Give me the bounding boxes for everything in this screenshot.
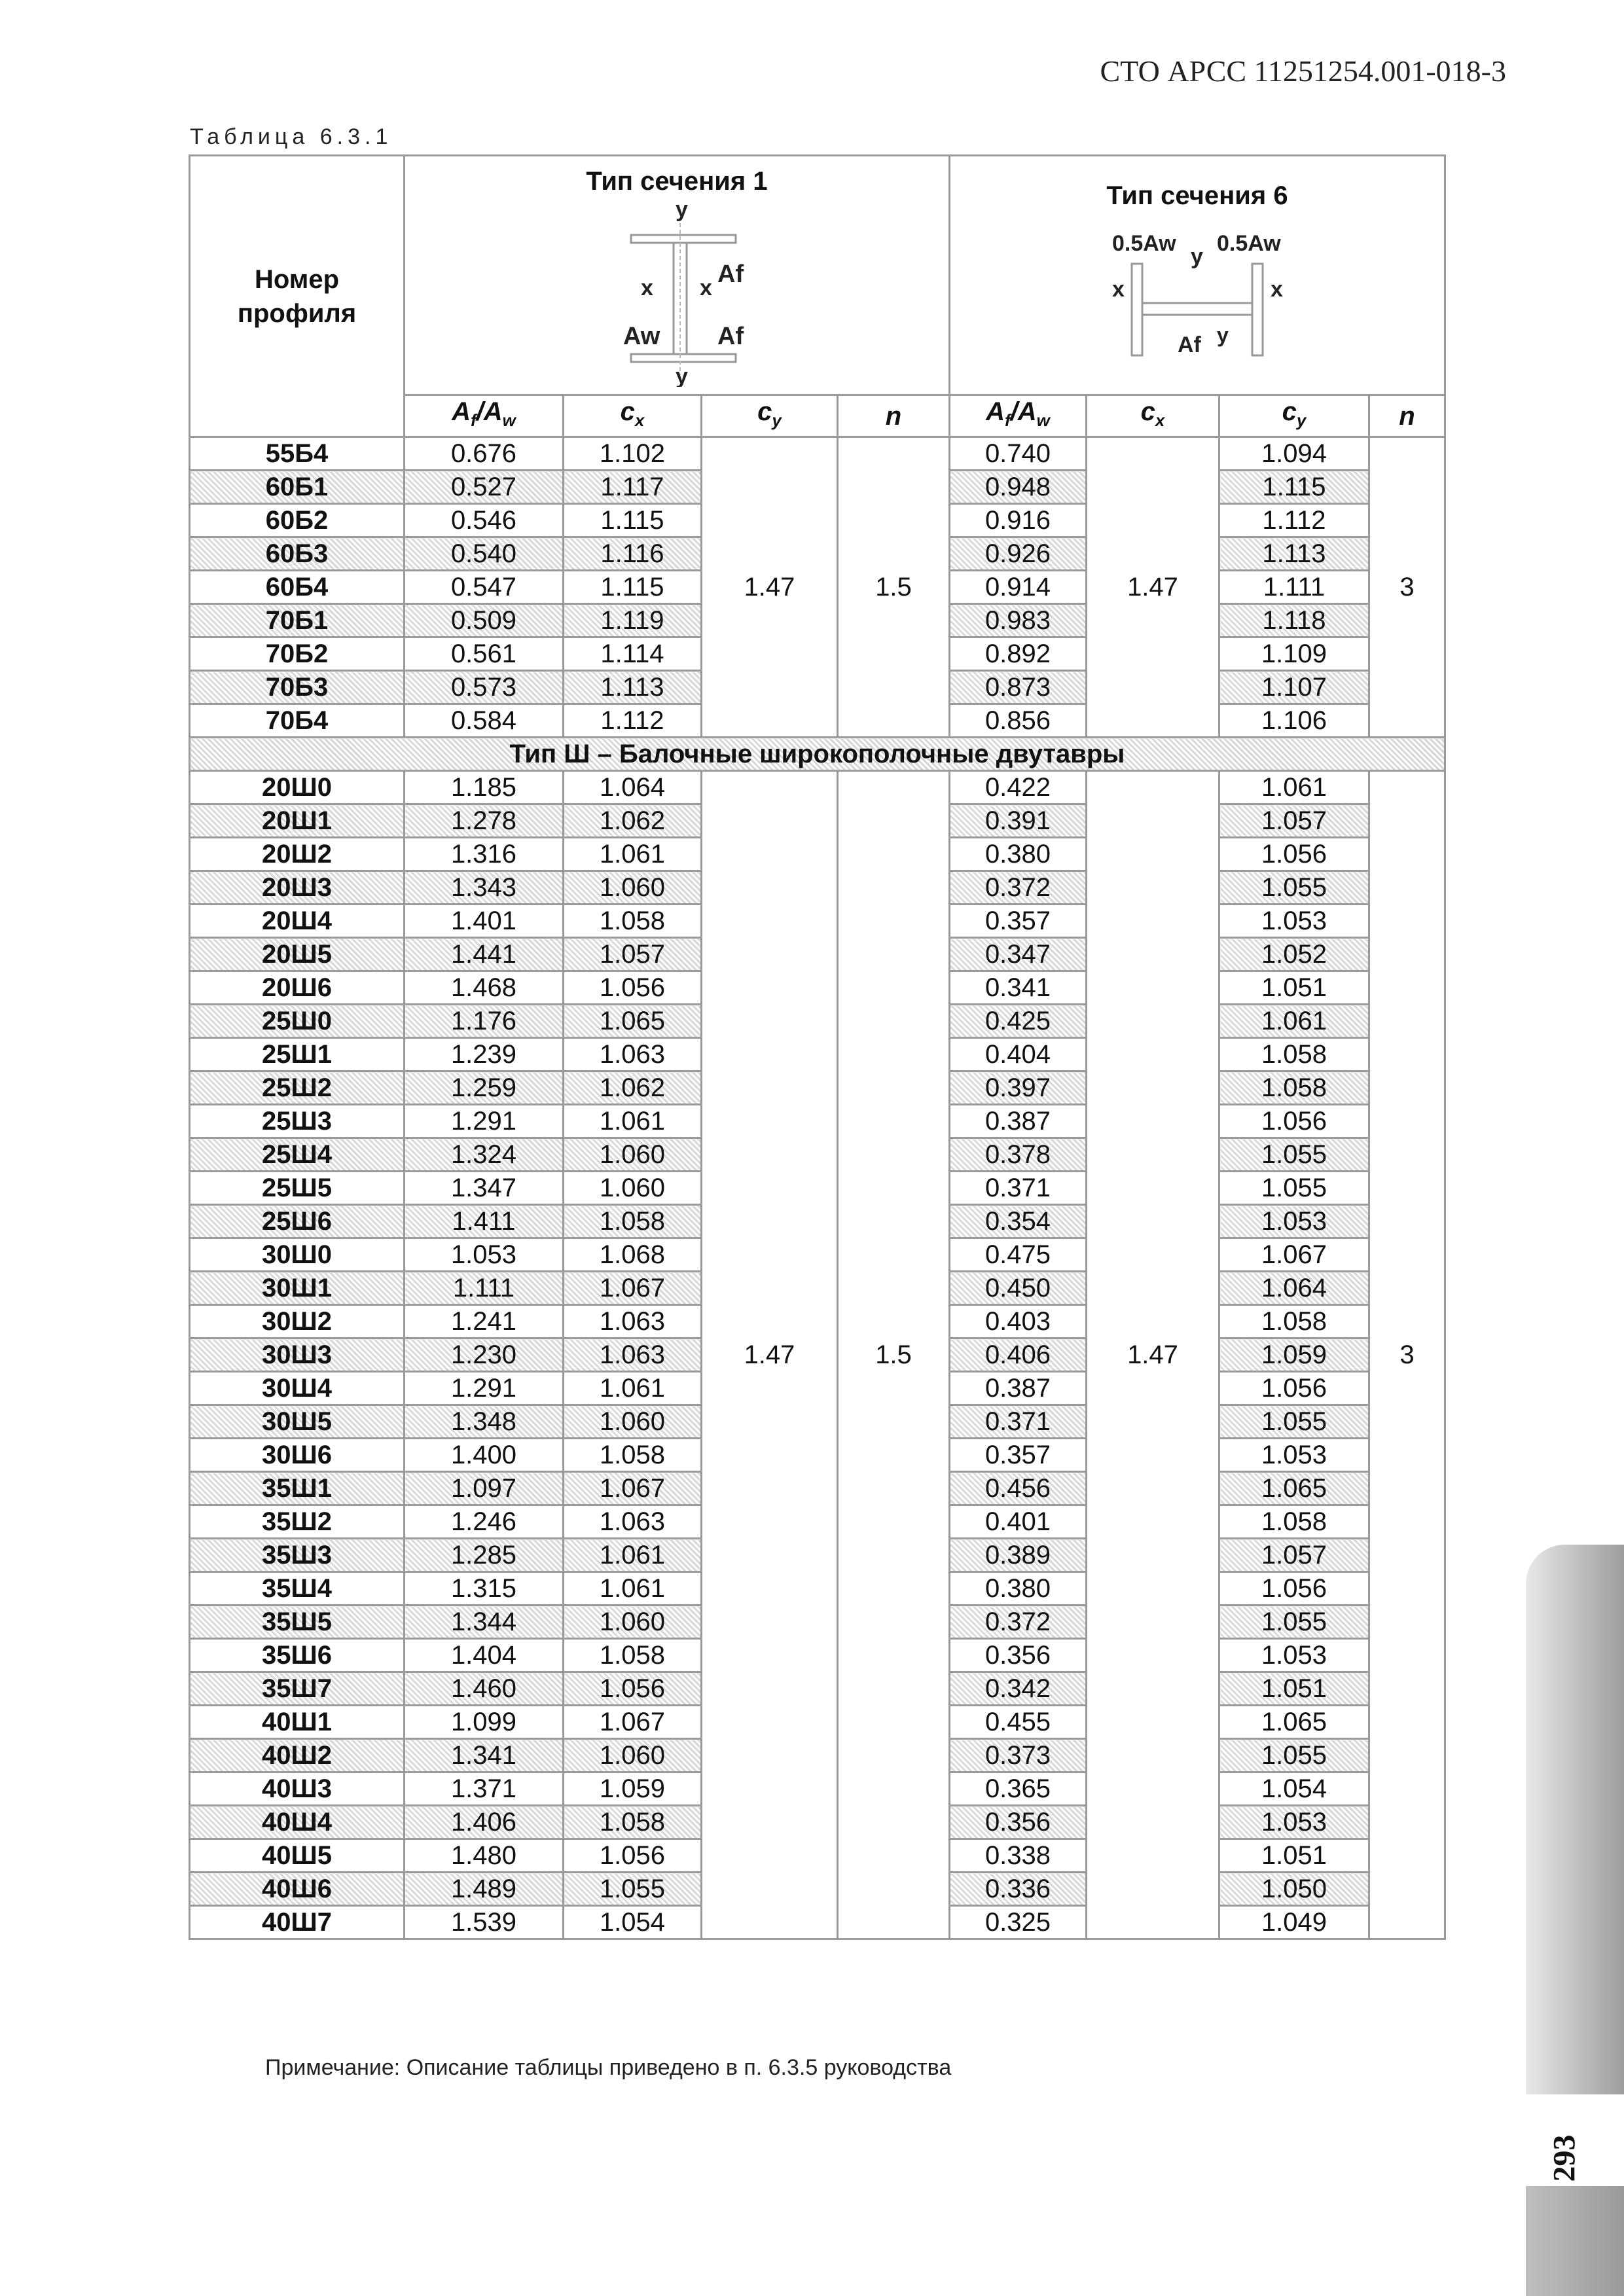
- af-aw-type1: 1.460: [405, 1672, 564, 1706]
- diag1-x-left: x: [641, 276, 653, 300]
- cx-type1: 1.063: [564, 1305, 702, 1338]
- af-aw-type1: 0.546: [405, 504, 564, 537]
- document-code: СТО АРСС 11251254.001-018-3: [1100, 54, 1506, 88]
- cx-type1: 1.058: [564, 1639, 702, 1672]
- diag2-aw-right: 0.5Aw: [1217, 231, 1281, 256]
- cy-type6: 1.053: [1219, 905, 1369, 938]
- af-aw-type1: 0.561: [405, 637, 564, 671]
- profile-number: 20Ш0: [190, 771, 405, 804]
- af-aw-type1: 1.278: [405, 804, 564, 838]
- af-aw-type6: 0.373: [950, 1739, 1087, 1772]
- section-row: [190, 738, 1445, 771]
- af-aw-type6: 0.371: [950, 1172, 1087, 1205]
- profile-number: 20Ш2: [190, 838, 405, 871]
- af-aw-type1: 1.185: [405, 771, 564, 804]
- af-aw-type1: 1.097: [405, 1472, 564, 1505]
- af-aw-type1: 1.315: [405, 1572, 564, 1605]
- profile-number: 30Ш3: [190, 1338, 405, 1372]
- af-aw-type6: 0.456: [950, 1472, 1087, 1505]
- af-aw-type1: 0.547: [405, 571, 564, 604]
- af-aw-type6: 0.372: [950, 871, 1087, 905]
- page-number: 293: [1547, 2134, 1582, 2182]
- af-aw-type1: 1.441: [405, 938, 564, 971]
- af-aw-type6: 0.397: [950, 1071, 1087, 1105]
- af-aw-type6: 0.455: [950, 1706, 1087, 1739]
- diag1-y-bottom: y: [676, 364, 688, 387]
- af-aw-type6: 0.873: [950, 671, 1087, 704]
- profile-number: 70Б1: [190, 604, 405, 637]
- cx-type1: 1.058: [564, 905, 702, 938]
- cx-type1: 1.060: [564, 1405, 702, 1439]
- profile-number: 30Ш4: [190, 1372, 405, 1405]
- af-aw-type1: 1.401: [405, 905, 564, 938]
- af-aw-type6: 0.356: [950, 1639, 1087, 1672]
- af-aw-type1: 1.404: [405, 1639, 564, 1672]
- profile-number: 20Ш5: [190, 938, 405, 971]
- diag2-x-left: x: [1112, 277, 1125, 302]
- cy-type6: 1.112: [1219, 504, 1369, 537]
- af-aw-type1: 1.241: [405, 1305, 564, 1338]
- cy-type6: 1.061: [1219, 1005, 1369, 1038]
- af-aw-type6: 0.391: [950, 804, 1087, 838]
- diag1-af-top: Af: [717, 260, 744, 288]
- n-type6: 3: [1369, 437, 1445, 738]
- af-aw-type6: 0.389: [950, 1539, 1087, 1572]
- cy-type6: 1.053: [1219, 1205, 1369, 1238]
- profile-number: 25Ш6: [190, 1205, 405, 1238]
- af-aw-type6: 0.422: [950, 771, 1087, 804]
- diag2-y-top: y: [1191, 244, 1203, 269]
- table-body: [190, 437, 1445, 1939]
- af-aw-type1: 1.291: [405, 1105, 564, 1138]
- cx-type1: 1.062: [564, 804, 702, 838]
- col-af-aw-1: $A_f/A_w$: [405, 395, 564, 437]
- col-n-6: n: [1369, 395, 1445, 437]
- cx-type1: 1.065: [564, 1005, 702, 1038]
- cy-type6: 1.055: [1219, 1605, 1369, 1639]
- af-aw-type6: 0.347: [950, 938, 1087, 971]
- cy-type6: 1.113: [1219, 537, 1369, 571]
- cx-type1: 1.057: [564, 938, 702, 971]
- af-aw-type1: 1.053: [405, 1238, 564, 1272]
- cx-type1: 1.061: [564, 838, 702, 871]
- cy-type6: 1.056: [1219, 1105, 1369, 1138]
- af-aw-type6: 0.475: [950, 1238, 1087, 1272]
- cx-type1: 1.060: [564, 871, 702, 905]
- af-aw-type1: 1.324: [405, 1138, 564, 1172]
- af-aw-type6: 0.892: [950, 637, 1087, 671]
- af-aw-type1: 1.400: [405, 1439, 564, 1472]
- profile-number: 35Ш1: [190, 1472, 405, 1505]
- side-tab-bottom-decoration: [1526, 2186, 1624, 2296]
- af-aw-type1: 0.584: [405, 704, 564, 738]
- profile-number: 40Ш1: [190, 1706, 405, 1739]
- diag1-x-right: x: [700, 276, 712, 300]
- cx-type1: 1.056: [564, 1672, 702, 1706]
- cy-type6: 1.115: [1219, 471, 1369, 504]
- cy-type1: 1.47: [702, 771, 838, 1939]
- cy-type6: 1.056: [1219, 1572, 1369, 1605]
- af-aw-type1: 1.099: [405, 1706, 564, 1739]
- af-aw-type1: 1.539: [405, 1906, 564, 1939]
- af-aw-type6: 0.338: [950, 1839, 1087, 1873]
- profile-number: 35Ш3: [190, 1539, 405, 1572]
- section-type-6-title: Тип сечения 6: [1106, 181, 1288, 210]
- cx-type6: 1.47: [1087, 437, 1219, 738]
- cx-type1: 1.060: [564, 1739, 702, 1772]
- af-aw-type1: 1.468: [405, 971, 564, 1005]
- af-aw-type1: 1.348: [405, 1405, 564, 1439]
- cy-type6: 1.058: [1219, 1071, 1369, 1105]
- cy-type6: 1.052: [1219, 938, 1369, 971]
- profile-number: 70Б3: [190, 671, 405, 704]
- profile-number: 40Ш6: [190, 1873, 405, 1906]
- cx-type1: 1.062: [564, 1071, 702, 1105]
- table-row: [190, 437, 1445, 471]
- cy-type6: 1.067: [1219, 1238, 1369, 1272]
- diag1-aw: Aw: [623, 323, 660, 350]
- profile-number: 20Ш1: [190, 804, 405, 838]
- profile-number: 40Ш7: [190, 1906, 405, 1939]
- cx-type1: 1.060: [564, 1172, 702, 1205]
- cy-type6: 1.053: [1219, 1639, 1369, 1672]
- cx-type1: 1.061: [564, 1372, 702, 1405]
- cy-type6: 1.056: [1219, 838, 1369, 871]
- af-aw-type6: 0.380: [950, 838, 1087, 871]
- cy-type6: 1.111: [1219, 571, 1369, 604]
- table-note: Примечание: Описание таблицы приведено в п. 6.3.5 руководства: [265, 2055, 952, 2080]
- af-aw-type1: 1.285: [405, 1539, 564, 1572]
- af-aw-type6: 0.378: [950, 1138, 1087, 1172]
- cy-type6: 1.055: [1219, 1172, 1369, 1205]
- cx-type1: 1.116: [564, 537, 702, 571]
- profile-number: 25Ш4: [190, 1138, 405, 1172]
- cy-type6: 1.109: [1219, 637, 1369, 671]
- header-section-type-6: [950, 156, 1445, 395]
- cy-type6: 1.051: [1219, 1839, 1369, 1873]
- diag1-y-top: y: [676, 197, 688, 222]
- cy-type6: 1.057: [1219, 804, 1369, 838]
- profile-number: 20Ш3: [190, 871, 405, 905]
- profile-number: 35Ш4: [190, 1572, 405, 1605]
- cx-type1: 1.061: [564, 1105, 702, 1138]
- af-aw-type6: 0.380: [950, 1572, 1087, 1605]
- af-aw-type1: 0.509: [405, 604, 564, 637]
- cy-type6: 1.049: [1219, 1906, 1369, 1939]
- cx-type1: 1.058: [564, 1439, 702, 1472]
- profile-number: 40Ш3: [190, 1772, 405, 1806]
- af-aw-type1: 1.480: [405, 1839, 564, 1873]
- af-aw-type1: 1.406: [405, 1806, 564, 1839]
- col-cy-1: $c_y$: [702, 395, 838, 437]
- diag2-aw-left: 0.5Aw: [1112, 231, 1176, 256]
- profile-number: 40Ш4: [190, 1806, 405, 1839]
- cx-type1: 1.119: [564, 604, 702, 637]
- cx-type1: 1.063: [564, 1038, 702, 1071]
- af-aw-type6: 0.325: [950, 1906, 1087, 1939]
- cy-type6: 1.064: [1219, 1272, 1369, 1305]
- cy-type6: 1.053: [1219, 1439, 1369, 1472]
- af-aw-type6: 0.357: [950, 1439, 1087, 1472]
- cx-type1: 1.060: [564, 1605, 702, 1639]
- af-aw-type1: 1.489: [405, 1873, 564, 1906]
- header-section-type-1: [405, 156, 950, 395]
- cx-type1: 1.113: [564, 671, 702, 704]
- section-type-1-title: Тип сечения 1: [586, 167, 768, 196]
- af-aw-type1: 1.239: [405, 1038, 564, 1071]
- cy-type6: 1.055: [1219, 1138, 1369, 1172]
- cx-type1: 1.061: [564, 1539, 702, 1572]
- profile-number: 40Ш2: [190, 1739, 405, 1772]
- profile-number: 30Ш6: [190, 1439, 405, 1472]
- cx-type1: 1.055: [564, 1873, 702, 1906]
- n-type1: 1.5: [838, 771, 950, 1939]
- profile-number: 35Ш7: [190, 1672, 405, 1706]
- cy-type6: 1.056: [1219, 1372, 1369, 1405]
- cx-type1: 1.112: [564, 704, 702, 738]
- af-aw-type6: 0.406: [950, 1338, 1087, 1372]
- af-aw-type6: 0.856: [950, 704, 1087, 738]
- diag2-x-right: x: [1271, 277, 1283, 302]
- profile-number: 30Ш5: [190, 1405, 405, 1439]
- n-type6: 3: [1369, 771, 1445, 1939]
- cy-type6: 1.061: [1219, 771, 1369, 804]
- section-title: Тип Ш – Балочные широкополочные двутавры: [190, 738, 1445, 771]
- cy-type6: 1.058: [1219, 1505, 1369, 1539]
- cy-type6: 1.057: [1219, 1539, 1369, 1572]
- cx-type1: 1.054: [564, 1906, 702, 1939]
- cx-type1: 1.058: [564, 1806, 702, 1839]
- cy-type6: 1.065: [1219, 1706, 1369, 1739]
- af-aw-type1: 1.176: [405, 1005, 564, 1038]
- profile-table: [189, 154, 1446, 1940]
- profile-number: 25Ш5: [190, 1172, 405, 1205]
- af-aw-type1: 1.111: [405, 1272, 564, 1305]
- profile-number: 60Б4: [190, 571, 405, 604]
- af-aw-type6: 0.342: [950, 1672, 1087, 1706]
- profile-number: 25Ш0: [190, 1005, 405, 1038]
- cy-type6: 1.054: [1219, 1772, 1369, 1806]
- profile-number: 25Ш2: [190, 1071, 405, 1105]
- profile-number: 70Б4: [190, 704, 405, 738]
- af-aw-type6: 0.425: [950, 1005, 1087, 1038]
- af-aw-type6: 0.356: [950, 1806, 1087, 1839]
- af-aw-type6: 0.387: [950, 1372, 1087, 1405]
- af-aw-type6: 0.336: [950, 1873, 1087, 1906]
- af-aw-type1: 0.540: [405, 537, 564, 571]
- col-af-aw-6: $A_f/A_w$: [950, 395, 1087, 437]
- profile-number: 70Б2: [190, 637, 405, 671]
- af-aw-type1: 1.371: [405, 1772, 564, 1806]
- table-row: [190, 771, 1445, 804]
- cx-type1: 1.064: [564, 771, 702, 804]
- profile-number: 25Ш3: [190, 1105, 405, 1138]
- af-aw-type1: 1.347: [405, 1172, 564, 1205]
- cy-type6: 1.055: [1219, 1405, 1369, 1439]
- af-aw-type6: 0.354: [950, 1205, 1087, 1238]
- diag1-af-bottom: Af: [717, 323, 744, 350]
- col-cy-6: $c_y$: [1219, 395, 1369, 437]
- cx-type1: 1.056: [564, 971, 702, 1005]
- profile-number: 60Б1: [190, 471, 405, 504]
- cy-type6: 1.053: [1219, 1806, 1369, 1839]
- af-aw-type1: 0.573: [405, 671, 564, 704]
- af-aw-type6: 0.371: [950, 1405, 1087, 1439]
- af-aw-type6: 0.916: [950, 504, 1087, 537]
- profile-number: 55Б4: [190, 437, 405, 471]
- af-aw-type6: 0.341: [950, 971, 1087, 1005]
- cx-type6: 1.47: [1087, 771, 1219, 1939]
- af-aw-type6: 0.357: [950, 905, 1087, 938]
- i-beam-section-diagram: [579, 197, 775, 387]
- cx-type1: 1.117: [564, 471, 702, 504]
- af-aw-type1: 0.527: [405, 471, 564, 504]
- diag2-af: Af: [1178, 332, 1201, 357]
- af-aw-type6: 0.403: [950, 1305, 1087, 1338]
- cy-type6: 1.058: [1219, 1305, 1369, 1338]
- af-aw-type6: 0.983: [950, 604, 1087, 637]
- af-aw-type1: 1.344: [405, 1605, 564, 1639]
- diag2-y-bottom: y: [1217, 323, 1229, 347]
- af-aw-type6: 0.914: [950, 571, 1087, 604]
- cx-type1: 1.067: [564, 1272, 702, 1305]
- profile-number: 60Б2: [190, 504, 405, 537]
- af-aw-type1: 1.341: [405, 1739, 564, 1772]
- cx-type1: 1.115: [564, 504, 702, 537]
- cx-type1: 1.102: [564, 437, 702, 471]
- cx-type1: 1.067: [564, 1472, 702, 1505]
- side-tab-decoration: [1526, 1545, 1624, 2094]
- cx-type1: 1.068: [564, 1238, 702, 1272]
- cx-type1: 1.060: [564, 1138, 702, 1172]
- cy-type6: 1.106: [1219, 704, 1369, 738]
- col-n-1: n: [838, 395, 950, 437]
- af-aw-type6: 0.372: [950, 1605, 1087, 1639]
- cx-type1: 1.067: [564, 1706, 702, 1739]
- profile-number: 60Б3: [190, 537, 405, 571]
- cy-type6: 1.055: [1219, 1739, 1369, 1772]
- af-aw-type6: 0.740: [950, 437, 1087, 471]
- profile-number: 35Ш2: [190, 1505, 405, 1539]
- profile-number: 20Ш6: [190, 971, 405, 1005]
- cy-type6: 1.065: [1219, 1472, 1369, 1505]
- cy-type6: 1.107: [1219, 671, 1369, 704]
- af-aw-type1: 1.316: [405, 838, 564, 871]
- col-cx-1: $c_x$: [564, 395, 702, 437]
- af-aw-type1: 0.676: [405, 437, 564, 471]
- af-aw-type6: 0.926: [950, 537, 1087, 571]
- cy-type6: 1.055: [1219, 871, 1369, 905]
- table-caption: Таблица 6.3.1: [190, 124, 393, 149]
- cx-type1: 1.063: [564, 1505, 702, 1539]
- af-aw-type1: 1.411: [405, 1205, 564, 1238]
- af-aw-type6: 0.450: [950, 1272, 1087, 1305]
- cy-type6: 1.051: [1219, 971, 1369, 1005]
- tee-section-diagram: [1099, 211, 1295, 375]
- af-aw-type1: 1.259: [405, 1071, 564, 1105]
- cy-type6: 1.051: [1219, 1672, 1369, 1706]
- profile-number: 30Ш2: [190, 1305, 405, 1338]
- cx-type1: 1.114: [564, 637, 702, 671]
- cx-type1: 1.058: [564, 1205, 702, 1238]
- af-aw-type1: 1.246: [405, 1505, 564, 1539]
- n-type1: 1.5: [838, 437, 950, 738]
- cy-type6: 1.094: [1219, 437, 1369, 471]
- col-cx-6: $c_x$: [1087, 395, 1219, 437]
- profile-number: 20Ш4: [190, 905, 405, 938]
- af-aw-type1: 1.343: [405, 871, 564, 905]
- profile-number: 35Ш6: [190, 1639, 405, 1672]
- af-aw-type6: 0.365: [950, 1772, 1087, 1806]
- af-aw-type6: 0.401: [950, 1505, 1087, 1539]
- profile-number: 35Ш5: [190, 1605, 405, 1639]
- profile-number: 30Ш1: [190, 1272, 405, 1305]
- cy-type6: 1.059: [1219, 1338, 1369, 1372]
- af-aw-type6: 0.387: [950, 1105, 1087, 1138]
- cx-type1: 1.056: [564, 1839, 702, 1873]
- cy-type6: 1.118: [1219, 604, 1369, 637]
- cy-type1: 1.47: [702, 437, 838, 738]
- cx-type1: 1.061: [564, 1572, 702, 1605]
- cx-type1: 1.115: [564, 571, 702, 604]
- af-aw-type1: 1.230: [405, 1338, 564, 1372]
- cx-type1: 1.059: [564, 1772, 702, 1806]
- cy-type6: 1.058: [1219, 1038, 1369, 1071]
- cx-type1: 1.063: [564, 1338, 702, 1372]
- header-profile: Номер профиля: [190, 156, 405, 437]
- profile-number: 30Ш0: [190, 1238, 405, 1272]
- af-aw-type6: 0.948: [950, 471, 1087, 504]
- profile-number: 40Ш5: [190, 1839, 405, 1873]
- profile-number: 25Ш1: [190, 1038, 405, 1071]
- af-aw-type1: 1.291: [405, 1372, 564, 1405]
- cy-type6: 1.050: [1219, 1873, 1369, 1906]
- af-aw-type6: 0.404: [950, 1038, 1087, 1071]
